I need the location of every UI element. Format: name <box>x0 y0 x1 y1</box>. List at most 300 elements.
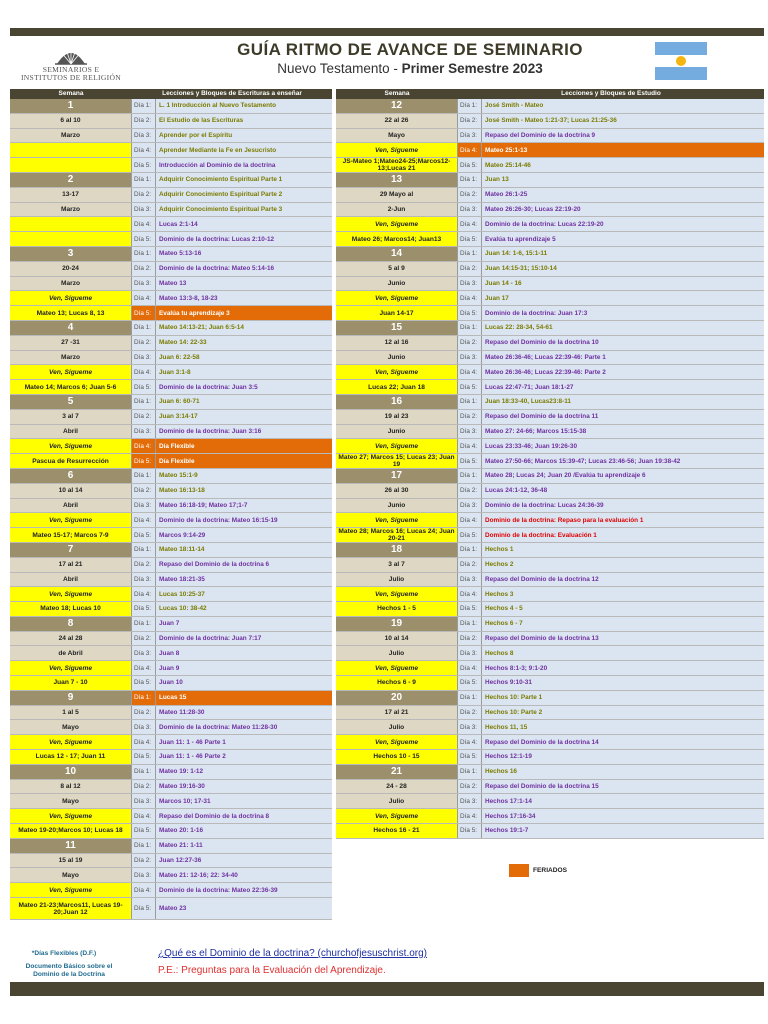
day-label: Día 4: <box>458 143 482 157</box>
week-info: 6 al 10 <box>10 114 132 128</box>
table-row <box>336 158 764 173</box>
week-info: Ven, Sígueme <box>336 661 458 675</box>
lesson-text: Aprender Mediante la Fe en Jesucristo <box>156 143 332 157</box>
week-info: Junio <box>336 351 458 365</box>
week-info: Lucas 22; Juan 18 <box>336 380 458 394</box>
week-number: 11 <box>10 839 132 853</box>
lesson-text: Hechos 8 <box>482 646 764 660</box>
holiday-swatch <box>509 864 529 877</box>
week-info: 1 al 5 <box>10 706 132 720</box>
day-label: Día 1: <box>458 469 482 483</box>
table-row <box>10 188 332 203</box>
week-info: Ven, Sígueme <box>10 587 132 601</box>
lesson-text: Marcos 9:14-29 <box>156 528 332 542</box>
day-label: Día 4: <box>132 439 156 453</box>
lesson-text: Mateo 19: 1-12 <box>156 765 332 779</box>
day-label: Día 4: <box>458 439 482 453</box>
day-label: Día 3: <box>458 720 482 734</box>
week-number: 8 <box>10 617 132 631</box>
week-info: Juan 14-17 <box>336 306 458 320</box>
day-label: Día 3: <box>132 277 156 291</box>
table-row <box>10 765 332 780</box>
day-label: Día 3: <box>132 499 156 513</box>
lesson-text: Hechos 8:1-3; 9:1-20 <box>482 661 764 675</box>
lesson-text: Mateo 27:50-66; Marcos 15:39-47; Lucas 23:46-56; Juan 19:38-42 <box>482 454 764 468</box>
day-label: Día 3: <box>458 573 482 587</box>
table-row <box>10 898 332 920</box>
day-label: Día 5: <box>458 454 482 468</box>
lesson-text: Lucas 15 <box>156 691 332 705</box>
lesson-text: Juan 17 <box>482 291 764 305</box>
lesson-text: Juan 11: 1 - 46 Parte 2 <box>156 750 332 764</box>
table-row <box>10 143 332 158</box>
day-label: Día 4: <box>132 365 156 379</box>
table-row <box>10 691 332 706</box>
table-row <box>10 617 332 632</box>
lesson-text: Mateo 26:1-25 <box>482 188 764 202</box>
table-row <box>10 646 332 661</box>
left-header-lessons: Lecciones y Bloques de Escrituras a enseñar <box>162 90 302 97</box>
lesson-text: Evalúa tu aprendizaje 5 <box>482 232 764 246</box>
week-info: 22 al 26 <box>336 114 458 128</box>
lesson-text: Dominio de la doctrina: Lucas 22:19-20 <box>482 217 764 231</box>
week-number: 2 <box>10 173 132 187</box>
table-row <box>10 676 332 691</box>
table-row <box>10 247 332 262</box>
day-label: Día 1: <box>458 617 482 631</box>
day-label: Día 1: <box>132 469 156 483</box>
lesson-text: Mateo 26:36-46; Lucas 22:39-46: Parte 1 <box>482 351 764 365</box>
week-info: Julio <box>336 573 458 587</box>
table-row <box>10 262 332 277</box>
day-label: Día 2: <box>132 780 156 794</box>
table-row <box>336 306 764 321</box>
week-info: Ven, Sígueme <box>336 587 458 601</box>
table-row <box>336 365 764 380</box>
lesson-text: Hechos 12:1-19 <box>482 750 764 764</box>
week-number: 18 <box>336 543 458 557</box>
week-info <box>10 217 132 231</box>
lesson-text: Dominio de la doctrina: Juan 7:17 <box>156 632 332 646</box>
doctrine-document-link[interactable]: Documento Básico sobre el Dominio de la Doctrina <box>25 963 113 978</box>
lesson-text: Repaso del Dominio de la doctrina 13 <box>482 632 764 646</box>
week-info: Mayo <box>10 868 132 882</box>
week-info: 17 al 21 <box>336 706 458 720</box>
lesson-text: Mateo 13 <box>156 277 332 291</box>
week-info: Julio <box>336 646 458 660</box>
table-row <box>336 188 764 203</box>
lesson-text: Evalúa tu aprendizaje 3 <box>156 306 332 320</box>
lesson-text: Juan 8 <box>156 646 332 660</box>
day-label: Día 1: <box>458 99 482 113</box>
table-row <box>336 217 764 232</box>
lesson-text: Dominio de la doctrina: Repaso para la evaluación 1 <box>482 513 764 527</box>
lesson-text: Adquirir Conocimiento Espiritual Parte 2 <box>156 188 332 202</box>
day-label: Día 2: <box>458 780 482 794</box>
day-label: Día 4: <box>458 513 482 527</box>
bottom-bar <box>10 982 764 996</box>
table-row <box>336 750 764 765</box>
day-label: Día 2: <box>132 114 156 128</box>
week-info: Ven, Sígueme <box>336 291 458 305</box>
week-info: 3 al 7 <box>10 410 132 424</box>
day-label: Día 5: <box>458 602 482 616</box>
lesson-text: Dominio de la doctrina: Juan 3:16 <box>156 425 332 439</box>
week-info: Julio <box>336 720 458 734</box>
day-label: Día 4: <box>132 735 156 749</box>
table-row <box>10 558 332 573</box>
day-label: Día 4: <box>458 809 482 823</box>
day-label: Día 1: <box>132 839 156 853</box>
day-label: Día 2: <box>132 484 156 498</box>
table-row <box>10 336 332 351</box>
table-row <box>10 306 332 321</box>
table-row <box>336 173 764 188</box>
day-label: Día 1: <box>458 765 482 779</box>
week-info: Julio <box>336 794 458 808</box>
week-info: Ven, Sígueme <box>10 365 132 379</box>
week-number: 6 <box>10 469 132 483</box>
doctrine-mastery-link[interactable]: ¿Qué es el Dominio de la doctrina? (churchofjesuschrist.org) <box>158 948 428 959</box>
logo-text-2: INSTITUTOS DE RELIGIÓN <box>20 73 122 82</box>
lesson-text: Introducción al Dominio de la doctrina <box>156 158 332 172</box>
week-info: 8 al 12 <box>10 780 132 794</box>
week-number: 19 <box>336 617 458 631</box>
day-label: Día 5: <box>458 306 482 320</box>
day-label: Día 5: <box>458 232 482 246</box>
table-row <box>10 499 332 514</box>
lesson-text: Hechos 6 - 7 <box>482 617 764 631</box>
table-row <box>336 262 764 277</box>
week-info <box>10 143 132 157</box>
table-row <box>10 114 332 129</box>
left-table-header <box>10 89 332 99</box>
table-row <box>10 513 332 528</box>
day-label: Día 5: <box>458 380 482 394</box>
week-info: Ven, Sígueme <box>10 513 132 527</box>
week-info: Junio <box>336 499 458 513</box>
table-row <box>336 691 764 706</box>
week-number: 13 <box>336 173 458 187</box>
week-info: 26 al 30 <box>336 484 458 498</box>
lesson-text: Juan 11: 1 - 46 Parte 1 <box>156 735 332 749</box>
table-row <box>10 484 332 499</box>
day-label: Día 3: <box>458 277 482 291</box>
day-label: Día 1: <box>458 691 482 705</box>
table-row <box>10 410 332 425</box>
table-row <box>336 410 764 425</box>
day-label: Día 3: <box>458 203 482 217</box>
lesson-text: Hechos 17:16-34 <box>482 809 764 823</box>
lesson-text: Repaso del Dominio de la doctrina 11 <box>482 410 764 424</box>
table-row <box>336 513 764 528</box>
day-label: Día 4: <box>458 291 482 305</box>
day-label: Día 5: <box>132 602 156 616</box>
lesson-text: Lucas 2:1-14 <box>156 217 332 231</box>
argentina-flag-icon <box>655 42 707 80</box>
day-label: Día 3: <box>132 573 156 587</box>
lesson-text: Repaso del Dominio de la doctrina 12 <box>482 573 764 587</box>
right-header-lessons: Lecciones y Bloques de Estudio <box>561 90 661 97</box>
lesson-text: L. 1 Introducción al Nuevo Testamento <box>156 99 332 113</box>
week-info: JS-Mateo 1;Mateo24-25;Marcos12-13;Lucas 21 <box>336 158 458 172</box>
week-info: Mateo 13; Lucas 8, 13 <box>10 306 132 320</box>
table-row <box>10 129 332 144</box>
week-info: Ven, Sígueme <box>10 883 132 897</box>
day-label: Día 1: <box>458 543 482 557</box>
week-info: Mateo 15-17; Marcos 7-9 <box>10 528 132 542</box>
table-row <box>10 868 332 883</box>
day-label: Día 3: <box>458 351 482 365</box>
day-label: Día 4: <box>458 365 482 379</box>
week-number: 3 <box>10 247 132 261</box>
lesson-text: Mateo 14: 22-33 <box>156 336 332 350</box>
week-number: 5 <box>10 395 132 409</box>
day-label: Día 4: <box>458 661 482 675</box>
week-info: 3 al 7 <box>336 558 458 572</box>
week-number: 10 <box>10 765 132 779</box>
lesson-text: Repaso del Dominio de la doctrina 15 <box>482 780 764 794</box>
lesson-text: Hechos 11, 15 <box>482 720 764 734</box>
day-label: Día 5: <box>132 824 156 838</box>
table-row <box>336 232 764 247</box>
week-info: Mateo 14; Marcos 6; Juan 5-6 <box>10 380 132 394</box>
table-row <box>10 883 332 898</box>
day-label: Día 1: <box>132 247 156 261</box>
week-info: Hechos 16 - 21 <box>336 824 458 838</box>
table-row <box>336 573 764 588</box>
day-label: Día 5: <box>132 454 156 468</box>
day-label: Día 3: <box>132 646 156 660</box>
lesson-text: Juan 14:15-31; 15:10-14 <box>482 262 764 276</box>
lesson-text: Dominio de la doctrina: Mateo 22:36-39 <box>156 883 332 897</box>
lesson-text: Repaso del Dominio de la doctrina 10 <box>482 336 764 350</box>
day-label: Día 1: <box>132 321 156 335</box>
week-info: Mayo <box>10 794 132 808</box>
top-bar <box>10 28 764 36</box>
lesson-text: Mateo 18:21-35 <box>156 573 332 587</box>
table-row <box>10 321 332 336</box>
day-label: Día 5: <box>132 898 156 919</box>
week-info: Ven, Sígueme <box>10 809 132 823</box>
day-label: Día 3: <box>132 794 156 808</box>
table-row <box>336 143 764 158</box>
week-info: Hechos 10 - 15 <box>336 750 458 764</box>
lesson-text: Dominio de la doctrina: Lucas 2:10-12 <box>156 232 332 246</box>
lesson-text: Aprender por el Espíritu <box>156 129 332 143</box>
table-row <box>336 543 764 558</box>
day-label: Día 1: <box>132 395 156 409</box>
week-info: Ven, Sígueme <box>10 291 132 305</box>
table-row <box>336 439 764 454</box>
table-row <box>10 794 332 809</box>
table-row <box>336 780 764 795</box>
lesson-text: Lucas 22: 28-34, 54-61 <box>482 321 764 335</box>
week-number: 15 <box>336 321 458 335</box>
table-row <box>10 750 332 765</box>
lesson-text: Mateo 26:36-46; Lucas 22:39-46: Parte 2 <box>482 365 764 379</box>
lesson-text: Juan 12:27-36 <box>156 854 332 868</box>
table-row <box>10 706 332 721</box>
day-label: Día 2: <box>458 262 482 276</box>
week-number: 21 <box>336 765 458 779</box>
lesson-text: Dominio de la doctrina: Mateo 16:15-19 <box>156 513 332 527</box>
week-info: Marzo <box>10 277 132 291</box>
day-label: Día 4: <box>132 513 156 527</box>
lesson-text: Dominio de la doctrina: Lucas 24:36-39 <box>482 499 764 513</box>
table-row <box>336 99 764 114</box>
table-row <box>10 232 332 247</box>
table-row <box>10 602 332 617</box>
day-label: Día 2: <box>458 188 482 202</box>
day-label: Día 4: <box>132 291 156 305</box>
day-label: Día 2: <box>132 632 156 646</box>
table-row <box>336 380 764 395</box>
week-info: Hechos 6 - 9 <box>336 676 458 690</box>
day-label: Día 2: <box>458 632 482 646</box>
table-row <box>336 528 764 543</box>
table-row <box>336 735 764 750</box>
table-row <box>336 646 764 661</box>
lesson-text: Juan 7 <box>156 617 332 631</box>
right-table-header <box>336 89 764 99</box>
day-label: Día 4: <box>458 735 482 749</box>
lesson-text: Mateo 16:13-18 <box>156 484 332 498</box>
table-row <box>10 425 332 440</box>
day-label: Día 3: <box>132 720 156 734</box>
week-info: 29 Mayo al <box>336 188 458 202</box>
day-label: Día 4: <box>132 143 156 157</box>
table-row <box>336 484 764 499</box>
left-schedule-table <box>10 89 332 920</box>
lesson-text: Hechos 9:10-31 <box>482 676 764 690</box>
lesson-text: Día Flexible <box>156 439 332 453</box>
week-number: 14 <box>336 247 458 261</box>
seminary-logo <box>12 44 130 82</box>
day-label: Día 5: <box>132 158 156 172</box>
week-info: Pascua de Resurrección <box>10 454 132 468</box>
page-title-block <box>210 40 610 76</box>
table-row <box>10 217 332 232</box>
lesson-text: Mateo 15:1-9 <box>156 469 332 483</box>
week-info: Mateo 27; Marcos 15; Lucas 23; Juan 19 <box>336 454 458 468</box>
table-row <box>336 765 764 780</box>
lesson-text: Juan 10 <box>156 676 332 690</box>
lesson-text: Mateo 19:16-30 <box>156 780 332 794</box>
table-row <box>336 469 764 484</box>
week-info: Mateo 26; Marcos14; Juan13 <box>336 232 458 246</box>
week-info: de Abril <box>10 646 132 660</box>
week-info: Abril <box>10 425 132 439</box>
day-label: Día 1: <box>132 765 156 779</box>
lesson-text: Adquirir Conocimiento Espiritual Parte 1 <box>156 173 332 187</box>
lesson-text: Hechos 10: Parte 2 <box>482 706 764 720</box>
week-info <box>10 158 132 172</box>
week-info: 27 -31 <box>10 336 132 350</box>
week-number: 9 <box>10 691 132 705</box>
left-header-week: Semana <box>58 90 84 97</box>
week-info: Abril <box>10 499 132 513</box>
table-row <box>336 587 764 602</box>
holiday-legend-label: FERIADOS <box>533 867 568 874</box>
table-row <box>336 824 764 839</box>
lesson-text: Dominio de la doctrina: Juan 17:3 <box>482 306 764 320</box>
lesson-text: Mateo 25:1-13 <box>482 143 764 157</box>
day-label: Día 4: <box>132 217 156 231</box>
lesson-text: Repaso del Dominio de la doctrina 6 <box>156 558 332 572</box>
lesson-text: Mateo 13:3-8, 18-23 <box>156 291 332 305</box>
lesson-text: Mateo 16:18-19; Mateo 17;1-7 <box>156 499 332 513</box>
lesson-text: Hechos 16 <box>482 765 764 779</box>
week-info: Ven, Sígueme <box>10 661 132 675</box>
week-info: Ven, Sígueme <box>10 439 132 453</box>
table-row <box>10 543 332 558</box>
week-info: 13-17 <box>10 188 132 202</box>
table-row <box>10 365 332 380</box>
day-label: Día 4: <box>132 809 156 823</box>
day-label: Día 1: <box>458 173 482 187</box>
week-info: 15 al 19 <box>10 854 132 868</box>
day-label: Día 3: <box>458 646 482 660</box>
table-row <box>336 706 764 721</box>
lesson-text: Mateo 14:13-21; Juan 6:5-14 <box>156 321 332 335</box>
lesson-text: Repaso del Dominio de la doctrina 14 <box>482 735 764 749</box>
day-label: Día 2: <box>132 262 156 276</box>
week-info: Mateo 19-20;Marcos 10; Lucas 18 <box>10 824 132 838</box>
day-label: Día 5: <box>458 528 482 542</box>
table-row <box>336 277 764 292</box>
week-info: Mateo 21-23;Marcos11, Lucas 19-20;Juan 12 <box>10 898 132 919</box>
week-info: 5 al 9 <box>336 262 458 276</box>
lesson-text: Juan 6: 60-71 <box>156 395 332 409</box>
table-row <box>10 824 332 839</box>
day-label: Día 1: <box>132 173 156 187</box>
week-info: Ven, Sígueme <box>336 809 458 823</box>
table-row <box>10 351 332 366</box>
week-info: 24 al 28 <box>10 632 132 646</box>
table-row <box>336 321 764 336</box>
week-info: 19 al 23 <box>336 410 458 424</box>
table-row <box>10 439 332 454</box>
week-info: Marzo <box>10 203 132 217</box>
week-info: 24 - 28 <box>336 780 458 794</box>
lesson-text: Repaso del Dominio de la doctrina 8 <box>156 809 332 823</box>
lesson-text: Repaso del Dominio de la doctrina 9 <box>482 129 764 143</box>
day-label: Día 3: <box>458 425 482 439</box>
week-number: 12 <box>336 99 458 113</box>
day-label: Día 4: <box>132 883 156 897</box>
week-info: Mateo 18; Lucas 10 <box>10 602 132 616</box>
day-label: Día 5: <box>458 158 482 172</box>
subtitle-part-b: Primer Semestre 2023 <box>401 61 543 76</box>
day-label: Día 1: <box>132 543 156 557</box>
week-info: 17 al 21 <box>10 558 132 572</box>
lesson-text: Adquirir Conocimiento Espiritual Parte 3 <box>156 203 332 217</box>
day-label: Día 2: <box>458 558 482 572</box>
lesson-text: Mateo 27: 24-66; Marcos 15:15-38 <box>482 425 764 439</box>
lesson-text: Juan 9 <box>156 661 332 675</box>
day-label: Día 5: <box>132 380 156 394</box>
table-row <box>336 558 764 573</box>
week-info: Ven, Sígueme <box>336 217 458 231</box>
lesson-text: Hechos 4 - 5 <box>482 602 764 616</box>
week-info: Ven, Sígueme <box>336 735 458 749</box>
week-info <box>10 232 132 246</box>
lesson-text: Dominio de la doctrina: Mateo 5:14-16 <box>156 262 332 276</box>
table-row <box>10 173 332 188</box>
lesson-text: José Smith - Mateo <box>482 99 764 113</box>
right-schedule-table <box>336 89 764 839</box>
